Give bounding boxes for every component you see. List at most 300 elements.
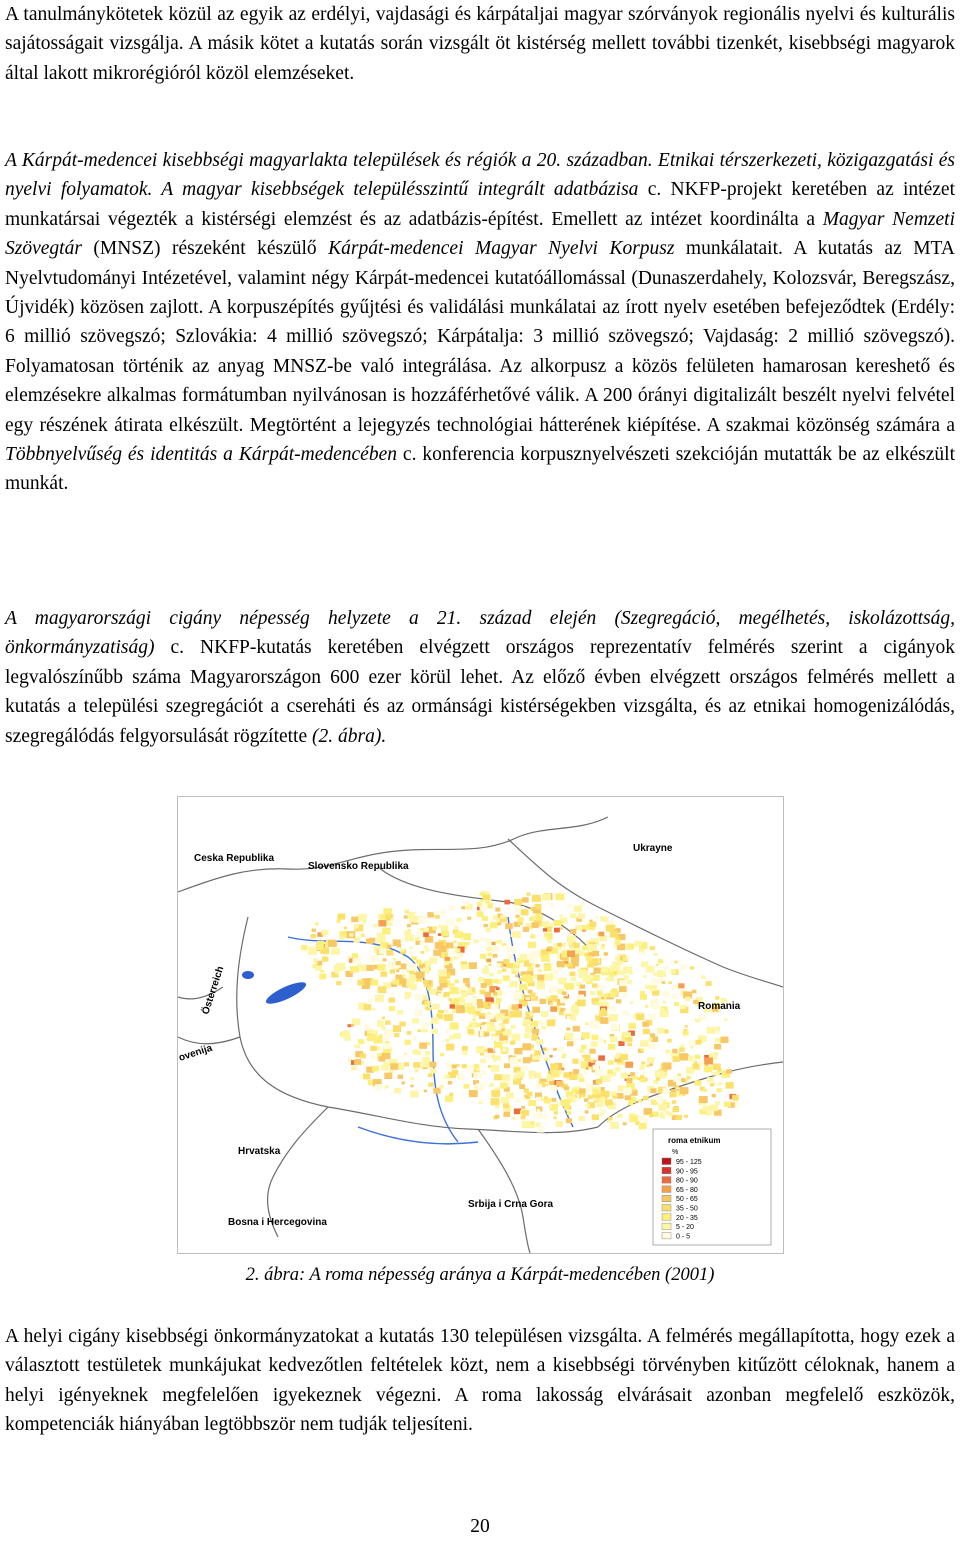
density-dot (476, 981, 480, 984)
density-dot (640, 1075, 644, 1078)
density-dot (503, 975, 510, 981)
density-dot (319, 974, 326, 980)
density-dot (590, 1021, 599, 1028)
density-dot (328, 940, 337, 947)
density-dot (414, 1069, 419, 1073)
density-dot (503, 1075, 510, 1081)
density-dot (357, 980, 364, 985)
density-dot (611, 1024, 619, 1031)
density-dot (504, 900, 510, 905)
density-dot (656, 1078, 660, 1081)
paragraph-text: A tanulmánykötetek közül az egyik az erdélyi, vajdasági és kárpátaljai magyar szórványok regionális nyelvi és kulturális sajátosságait vizsgálja. A másik kötet a kutatás során vizsgált öt kistérség mellett további tizenkét, kisebbségi magyarok által lakott mikrorégióról közöl elemzéseket. (5, 4, 955, 84)
density-dot (658, 1104, 667, 1111)
density-dot (444, 954, 447, 957)
density-dot (385, 1085, 389, 1088)
density-dot (456, 918, 461, 922)
density-dot (607, 1120, 610, 1123)
density-dot (537, 1109, 540, 1112)
density-dot (678, 1074, 681, 1077)
density-dot (592, 1114, 599, 1120)
density-dot (564, 1086, 569, 1090)
density-dot (543, 937, 547, 940)
paragraph-carpathian-project (5, 146, 955, 499)
density-dot (503, 1112, 510, 1117)
density-dot (409, 947, 412, 950)
density-dot (522, 1043, 531, 1050)
density-dot (636, 1014, 644, 1021)
density-dot (623, 1088, 631, 1095)
density-dot (567, 1041, 573, 1046)
density-dot (646, 1065, 649, 1068)
density-dot (357, 964, 366, 971)
density-dot (578, 1116, 584, 1121)
density-dot (559, 1086, 562, 1089)
density-dot (481, 983, 487, 988)
density-dot (623, 1122, 627, 1125)
density-dot (541, 1011, 548, 1017)
density-dot (732, 1095, 739, 1101)
density-dot (440, 909, 446, 914)
density-dot (601, 1008, 606, 1012)
density-dot (453, 940, 456, 943)
density-dot (440, 1053, 444, 1056)
density-dot (473, 1014, 477, 1017)
density-dot (528, 942, 536, 948)
density-dot (480, 990, 485, 994)
density-dot (344, 927, 347, 930)
density-dot (714, 1044, 721, 1050)
paragraph-text: (MNSZ) részeként készülő (81, 238, 329, 260)
density-dot (488, 1012, 492, 1015)
density-dot (537, 1126, 545, 1132)
density-dot (712, 1094, 716, 1097)
density-dot (585, 1104, 589, 1108)
density-dot (715, 1031, 720, 1035)
density-dot (645, 1005, 648, 1008)
density-dot (528, 966, 534, 971)
density-dot (581, 1045, 587, 1049)
density-dot (495, 1115, 500, 1119)
density-dot (693, 1064, 699, 1069)
density-dot (349, 933, 354, 937)
density-dot (441, 930, 448, 936)
density-dot (517, 1071, 524, 1077)
density-dot (663, 967, 670, 972)
density-dot (389, 1070, 393, 1073)
density-dot (467, 917, 471, 920)
density-dot (572, 1014, 575, 1017)
density-dot (446, 1029, 451, 1033)
density-dot (503, 992, 507, 995)
density-dot (574, 906, 582, 912)
density-dot (372, 1008, 375, 1011)
density-dot (591, 1041, 598, 1047)
density-dot (354, 925, 359, 929)
density-dot (503, 1040, 508, 1044)
density-dot (635, 941, 642, 947)
density-dot (662, 1088, 670, 1094)
density-dot (402, 1082, 405, 1085)
density-dot (695, 1055, 701, 1059)
density-dot (534, 1050, 541, 1055)
density-dot (537, 975, 544, 981)
density-dot (665, 1050, 670, 1054)
label-ceska: Ceska Republika (194, 853, 275, 864)
density-dot (560, 998, 566, 1003)
density-dot (595, 1015, 600, 1019)
density-dot (549, 1105, 552, 1108)
density-dot (600, 1113, 603, 1116)
density-dot (679, 964, 686, 969)
density-dot (569, 1072, 572, 1075)
density-dot (587, 944, 596, 951)
density-dot (573, 943, 580, 948)
density-dot (699, 1096, 708, 1103)
density-dot (479, 900, 483, 903)
density-dot (311, 934, 316, 938)
density-dot (432, 926, 437, 930)
density-dot (592, 983, 598, 987)
density-dot (473, 1018, 476, 1021)
density-dot (595, 1069, 603, 1076)
density-dot (384, 1062, 389, 1066)
density-dot (513, 951, 517, 954)
density-dot (572, 1059, 578, 1064)
density-dot (550, 986, 558, 993)
density-dot (502, 1029, 505, 1032)
density-dot (373, 924, 377, 927)
density-dot (375, 995, 384, 1002)
density-dot (678, 983, 684, 988)
density-dot (398, 1075, 403, 1079)
legend-unit: % (672, 1149, 679, 1156)
density-dot (487, 1025, 495, 1032)
density-dot (584, 1098, 588, 1102)
density-dot (370, 1046, 377, 1051)
density-dot (609, 1006, 616, 1012)
density-dot (684, 1115, 688, 1118)
density-dot (467, 1065, 474, 1071)
density-dot (567, 1111, 572, 1115)
density-dot (497, 970, 502, 974)
density-dot (571, 977, 576, 981)
density-dot (590, 991, 595, 995)
paragraph-roma-research (5, 604, 955, 751)
density-dot (595, 916, 599, 919)
density-dot (482, 916, 488, 921)
density-dot (445, 957, 450, 961)
density-dot (482, 968, 489, 974)
density-dot (450, 1004, 455, 1008)
density-dot (542, 1026, 546, 1030)
density-dot (679, 1047, 685, 1052)
density-dot (566, 1027, 570, 1030)
density-dot (351, 1024, 354, 1027)
density-dot (643, 1029, 650, 1035)
density-dot (673, 1107, 680, 1112)
density-dot (536, 1084, 542, 1089)
density-dot (366, 965, 374, 971)
density-dot (527, 893, 531, 896)
density-dot (491, 1098, 500, 1105)
density-dot (570, 929, 576, 934)
density-dot (607, 1070, 613, 1075)
density-dot (650, 1033, 655, 1037)
legend-label: 50 - 65 (676, 1196, 698, 1204)
density-dot (513, 992, 522, 999)
density-dot (674, 961, 677, 964)
density-dot (507, 907, 511, 910)
density-dot (553, 1048, 557, 1051)
figure-caption: 2. ábra: A roma népesség aránya a Kárpát-medencében (2001) (245, 1265, 715, 1285)
density-dot (608, 1060, 614, 1065)
density-dot (529, 1076, 532, 1079)
label-osterreich: Österreich (200, 964, 227, 1016)
density-dot (484, 966, 488, 969)
density-dot (386, 950, 393, 956)
density-dot (375, 1084, 383, 1090)
density-dot (421, 951, 425, 954)
density-dot (337, 920, 341, 923)
density-dot (589, 1049, 595, 1054)
density-dot (571, 1016, 576, 1020)
density-dot (544, 1096, 548, 1099)
density-dot (581, 903, 585, 906)
density-dot (382, 1017, 385, 1019)
density-dot (423, 932, 429, 937)
density-dot (466, 1026, 470, 1029)
density-dot (522, 897, 529, 902)
density-dot (608, 1044, 615, 1050)
density-dot (529, 1071, 536, 1077)
density-dot (529, 917, 534, 921)
density-dot (524, 1033, 530, 1038)
density-dot (536, 1097, 541, 1101)
legend-swatch (662, 1232, 671, 1239)
legend-label: 0 - 5 (676, 1233, 691, 1241)
density-dot (551, 995, 558, 1000)
density-dot (502, 1049, 506, 1052)
density-dot (421, 928, 424, 931)
density-dot (554, 1111, 558, 1114)
density-dot (425, 1007, 430, 1011)
density-dot (530, 993, 536, 998)
density-dot (585, 1023, 588, 1026)
density-dot (509, 981, 517, 988)
density-dot (671, 969, 677, 974)
density-dot (556, 1121, 563, 1127)
density-dot (628, 944, 634, 949)
density-dot (605, 978, 609, 981)
density-dot (479, 1101, 482, 1104)
density-dot (544, 965, 552, 971)
roma-population-map (177, 796, 784, 1254)
density-dot (521, 909, 529, 915)
density-dot (532, 922, 539, 928)
density-dot (628, 1043, 632, 1047)
density-dot (429, 1062, 436, 1068)
density-dot (480, 1059, 486, 1063)
legend-swatch (662, 1167, 671, 1174)
density-dot (517, 917, 523, 922)
density-dot (491, 1036, 497, 1041)
density-dot (488, 963, 491, 966)
density-dot (493, 979, 498, 983)
density-dot (384, 1073, 392, 1079)
density-dot (448, 1081, 452, 1085)
density-dot (378, 986, 387, 993)
density-dot (511, 1025, 516, 1029)
density-dot (384, 1029, 392, 1036)
density-dot (430, 1068, 436, 1073)
density-dot (603, 918, 608, 922)
density-dot (428, 1073, 433, 1077)
density-dot (496, 1026, 502, 1031)
density-dot (391, 918, 394, 921)
density-dot (382, 1027, 386, 1030)
density-dot (492, 946, 500, 953)
density-dot (720, 1037, 728, 1043)
density-dot (418, 917, 427, 924)
density-dot (651, 978, 659, 985)
density-dot (600, 986, 606, 990)
density-dot (560, 915, 563, 918)
density-dot (662, 981, 665, 984)
density-dot (501, 1097, 509, 1103)
density-dot (533, 974, 538, 978)
density-dot (404, 995, 409, 999)
density-dot (638, 1099, 642, 1102)
density-dot (588, 1067, 592, 1070)
density-dot (389, 998, 396, 1003)
density-dot (409, 916, 417, 922)
density-dot (433, 1088, 440, 1094)
density-dot (399, 978, 406, 984)
density-dot (595, 1002, 600, 1006)
density-dot (348, 956, 351, 959)
density-dot (383, 1043, 390, 1049)
density-dot (400, 949, 404, 952)
density-dot (565, 1033, 574, 1040)
density-dot (315, 965, 322, 970)
label-ukrayne: Ukrayne (633, 843, 673, 854)
density-dot (606, 925, 615, 932)
density-dot (496, 998, 502, 1003)
density-dot (512, 971, 516, 974)
density-dot (459, 1074, 465, 1079)
density-dot (610, 931, 618, 938)
density-dot (650, 1088, 656, 1093)
density-dot (462, 986, 468, 991)
conference-title: Többnyelvűség és identitás a Kárpát-medencében (5, 444, 397, 466)
density-dot (552, 1098, 557, 1102)
density-dot (530, 934, 535, 938)
density-dot (378, 1020, 383, 1024)
density-dot (431, 1018, 439, 1024)
density-dot (626, 1078, 632, 1083)
density-dot (683, 1031, 689, 1036)
density-dot (491, 1004, 499, 1010)
density-dot (577, 999, 586, 1006)
density-dot (389, 1006, 395, 1011)
density-dot (387, 945, 392, 949)
density-dot (426, 949, 430, 952)
density-dot (680, 1005, 685, 1009)
density-dot (432, 1029, 438, 1034)
density-dot (617, 961, 623, 966)
density-dot (372, 1066, 379, 1072)
density-dot (339, 931, 346, 937)
density-dot (350, 966, 358, 972)
density-dot (412, 1037, 416, 1041)
density-dot (641, 1048, 645, 1051)
density-dot (352, 953, 358, 958)
density-dot (444, 961, 449, 965)
density-dot (530, 1125, 534, 1128)
density-dot (646, 966, 655, 973)
density-dot (530, 1012, 534, 1015)
density-dot (681, 1078, 686, 1082)
density-dot (532, 895, 541, 902)
density-dot (418, 1029, 421, 1032)
density-dot (348, 1058, 352, 1061)
density-dot (615, 957, 620, 961)
page-number: 20 (470, 1516, 490, 1537)
density-dot (370, 979, 378, 985)
density-dot (662, 991, 670, 997)
density-dot (548, 946, 553, 950)
density-dot (496, 1013, 505, 1020)
density-dot (482, 1071, 487, 1075)
density-dot (401, 957, 407, 962)
density-dot (615, 940, 621, 945)
density-dot (313, 959, 318, 963)
density-dot (500, 1083, 508, 1089)
density-dot (532, 1029, 539, 1035)
legend-swatch (662, 1223, 671, 1230)
density-dot (650, 946, 655, 950)
density-dot (457, 1005, 464, 1010)
density-dot (500, 965, 503, 968)
corpus-name: Kárpát-medencei Magyar Nyelvi Korpusz (328, 238, 675, 260)
density-dot (572, 1089, 577, 1093)
density-dot (493, 992, 497, 995)
density-dot (444, 1075, 449, 1079)
density-dot (660, 1112, 664, 1115)
density-dot (704, 1066, 712, 1073)
density-dot (515, 1098, 521, 1103)
density-dot (439, 1085, 444, 1089)
density-dot (423, 980, 429, 985)
density-dot (687, 1076, 691, 1079)
density-dot (639, 952, 643, 955)
density-dot (668, 981, 672, 984)
figure-reference: (2. ábra). (312, 725, 387, 747)
density-dot (360, 1053, 366, 1058)
density-dot (652, 1002, 661, 1009)
density-dot (461, 906, 465, 909)
density-dot (550, 1063, 558, 1070)
density-dot (492, 942, 496, 945)
density-dot (558, 1047, 564, 1052)
density-dot (695, 1040, 701, 1045)
density-dot (410, 1085, 413, 1088)
density-dot (619, 980, 626, 986)
density-dot (668, 1113, 673, 1117)
density-dot (551, 1070, 560, 1077)
density-dot (597, 1102, 604, 1108)
density-dot (598, 1055, 605, 1060)
